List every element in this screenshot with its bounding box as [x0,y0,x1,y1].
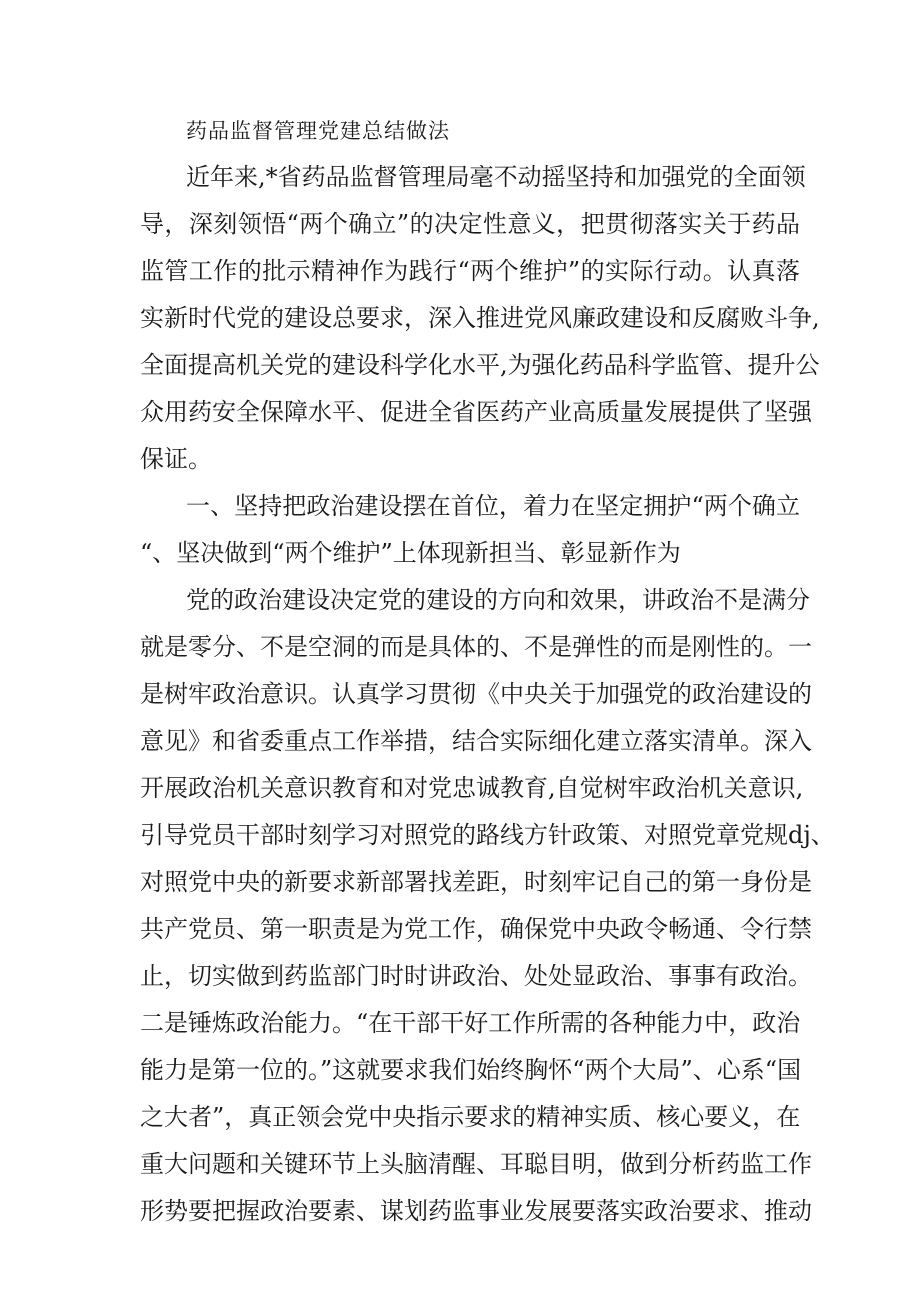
document-title: 药品监督管理党建总结做法 [186,119,450,143]
paragraph-1-line: 监管工作的批示精神作为践行“两个维护”的实际行动。认真落 [140,257,800,285]
paragraph-2-line: 党的政治建设决定党的建设的方向和效果，讲政治不是满分 [186,586,810,614]
paragraph-2-line: 开展政治机关意识教育和对党忠诚教育,自觉树牢政治机关意识, [140,774,804,802]
paragraph-2-line: 意见》和省委重点工作举措，结合实际细化建立落实清单。深入 [140,727,812,755]
paragraph-2-line: 对照党中央的新要求新部署找差距，时刻牢记自己的第一身份是 [140,868,812,896]
paragraph-2-line: 二是锤炼政治能力。“在干部干好工作所需的各种能力中，政治 [140,1009,801,1037]
section-heading-1-line: 一、坚持把政治建设摆在首位，着力在坚定拥护“两个确立 [186,492,800,520]
paragraph-1-line: 众用药安全保障水平、促进全省医药产业高质量发展提供了坚强 [140,398,812,426]
paragraph-2-line: 是树牢政治意识。认真学习贯彻《中央关于加强党的政治建设的 [140,680,812,708]
paragraph-2-line: 重大问题和关键环节上头脑清醒、耳聪目明，做到分析药监工作 [140,1150,812,1178]
paragraph-2-line: 共产党员、第一职责是为党工作，确保党中央政令畅通、令行禁 [140,915,812,943]
paragraph-2-line: 引导党员干部时刻学习对照党的路线方针政策、对照党章党规dj、 [140,821,835,849]
paragraph-1-line: 保证。 [140,445,212,473]
paragraph-1-line: 实新时代党的建设总要求，深入推进党风廉政建设和反腐败斗争, [140,304,820,332]
paragraph-1-line: 全面提高机关党的建设科学化水平,为强化药品科学监管、提升公 [140,351,820,379]
paragraph-2-line: 形势要把握政治要素、谋划药监事业发展要落实政治要求、推动 [140,1197,812,1225]
paragraph-2-line: 就是零分、不是空洞的而是具体的、不是弹性的而是刚性的。一 [140,633,812,661]
paragraph-2-line: 之大者”，真正领会党中央指示要求的精神实质、核心要义，在 [140,1103,801,1131]
paragraph-2-line: 能力是第一位的。”这就要求我们始终胸怀“两个大局”、心系“国 [140,1056,802,1084]
paragraph-2-line: 止，切实做到药监部门时时讲政治、处处显政治、事事有政治。 [140,962,812,990]
section-heading-1-line: “、坚决做到“两个维护”上体现新担当、彰显新作为 [140,539,681,567]
paragraph-1-line: 导，深刻领悟“两个确立”的决定性意义，把贯彻落实关于药品 [140,210,800,238]
paragraph-1-line: 近年来,*省药品监督管理局毫不动摇坚持和加强党的全面领 [186,163,806,191]
